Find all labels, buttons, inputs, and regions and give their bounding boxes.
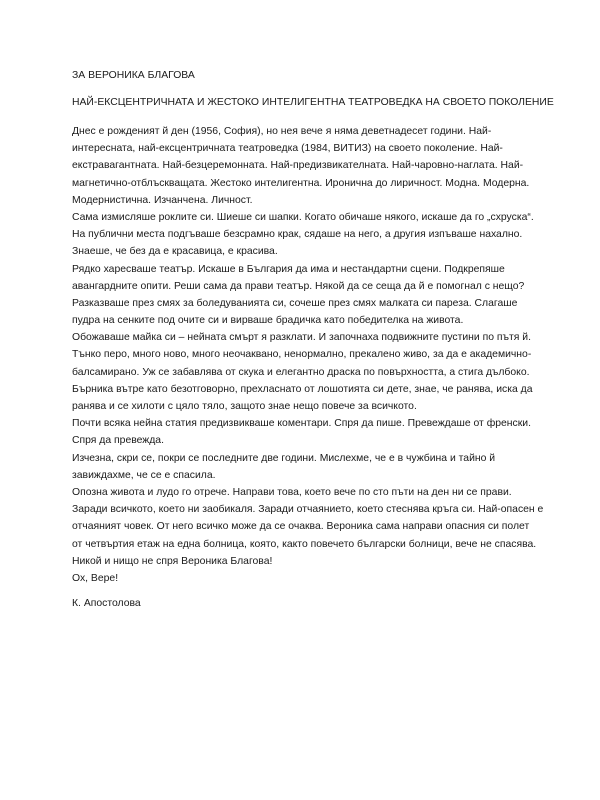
text-line: Спря да превежда. (72, 435, 164, 447)
document-title: ЗА ВЕРОНИКА БЛАГОВА (72, 70, 195, 81)
text-line: Бърника вътре като безотговорно, прехласнато от лошотията си дете, знае, че ранява, иска да (72, 383, 533, 395)
text-line: На публични места подгъваше безсрамно крак, сядаше на него, а другия изпъваше нахално. (72, 229, 523, 241)
text-line: завиждахме, че се е спасила. (72, 469, 216, 481)
text-line: Изчезна, скри се, покри се последните две години. Мислехме, че е в чужбина и тайно й (72, 452, 496, 464)
text-line: екстравагантната. Най-безцеремонната. Най-предизвикателната. Най-чаровно-наглата. Най- (72, 160, 524, 172)
text-line: Днес е рожденият й ден (1956, София), но нея вече я няма деветнадесет години. Най- (72, 126, 492, 137)
text-line: от четвъртия етаж на една болница, която, както повечето български болници, вече не спасява. (72, 538, 537, 550)
text-line: ранява и се хилоти с цяло тяло, защото знае нещо повече за всичкото. (72, 401, 417, 412)
text-line: Обожаваше майка си – нейната смърт я разклати. И започнаха подвижните пустини по пътя й. (72, 332, 531, 344)
document-content (72, 69, 554, 612)
text-line: Заради всичкото, което ни заобикаля. Заради отчаянието, което стеснява кръга си. Най-опасен е (72, 504, 544, 516)
body-text (72, 123, 542, 587)
author-signature: К. Апостолова (72, 598, 141, 610)
text-line: Ох, Вере! (72, 572, 119, 584)
text-line: Знаеше, че без да е красавица, е красива. (72, 246, 278, 258)
text-line: интересната, най-ексцентричната театроведка (1984, ВИТИЗ) на своето поколение. Най- (72, 143, 503, 155)
text-line: балсамирано. Уж се забавлява от скука и елегантно драска по повърхността, а стига дълбоко. (72, 366, 530, 378)
text-line: магнетично-отблъскващата. Жестоко интелигентна. Иронична до лиричност. Модна. Модерна. (72, 177, 530, 189)
text-line: Модернистична. Изчанчена. Личност. (72, 194, 253, 206)
text-line: авангардните опити. Реши сама да прави театър. Някой да се сеща да й е помогнал с нещо? (72, 280, 525, 292)
text-line: Опозна живота и лудо го отрече. Направи това, което вече по сто пъти на ден ни се прави. (72, 486, 512, 498)
text-line: Разказваше през смях за боледуванията си, сочеше през смях малката си пареза. Слагаше (72, 297, 518, 309)
text-line: Рядко харесваше театър. Искаше в България да има и нестандартни сцени. Подкрепяше (72, 263, 505, 275)
text-line: Тънко перо, много ново, много неочаквано, ненормално, прекалено живо, за да е академично- (72, 349, 532, 361)
text-line: Никой и нищо не спря Вероника Благова! (72, 555, 273, 567)
text-line: Сама измисляше роклите си. Шиеше си шапки. Когато обичаше някого, искаше да го „схруска“. (72, 211, 534, 223)
text-line: пудра на сенките под очите си и вирваше брадичка като победителка на живота. (72, 315, 464, 327)
document-subtitle: НАЙ-ЕКСЦЕНТРИЧНАТА И ЖЕСТОКО ИНТЕЛИГЕНТНА ТЕАТРОВЕДКА НА СВОЕТО ПОКОЛЕНИЕ (72, 97, 554, 108)
text-line: Почти всяка нейна статия предизвикваше коментари. Спря да пише. Превеждаше от френски. (72, 418, 531, 430)
text-line: отчаяният човек. От него всичко може да се очаква. Вероника сама направи опасния си полет (72, 521, 530, 533)
